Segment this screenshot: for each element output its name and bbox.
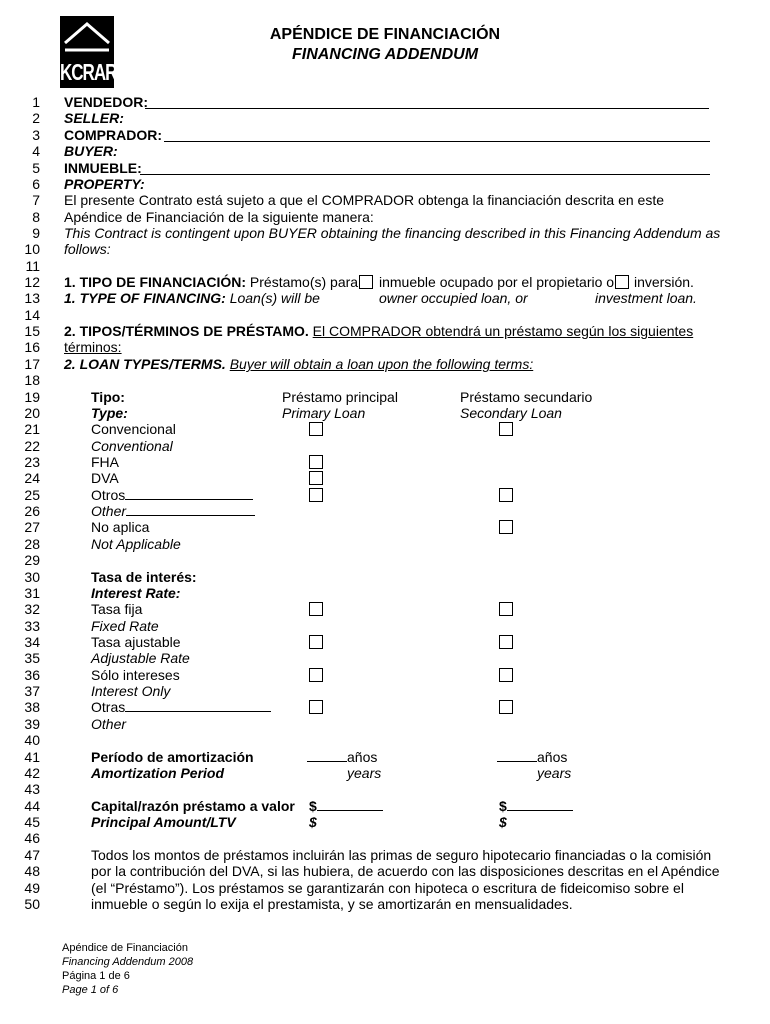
line-number: 5: [32, 160, 40, 176]
other-label: [91, 503, 255, 519]
line-number: 3: [32, 127, 40, 143]
primary-principal-blank[interactable]: [317, 798, 383, 811]
line-number: 12: [24, 274, 40, 290]
comprador-field[interactable]: [164, 141, 710, 142]
loan-types-heading-es: 2. TIPOS/TÉRMINOS DE PRÉSTAMO.: [64, 323, 309, 339]
vendedor-field[interactable]: [145, 108, 709, 109]
line-number: 45: [24, 814, 40, 830]
adjustable-secondary-checkbox[interactable]: [499, 635, 513, 649]
line-number: 23: [24, 454, 40, 470]
otras-text: Otras: [91, 699, 126, 715]
footer-page-es: Página 1 de 6: [62, 970, 130, 982]
line-number: 31: [24, 585, 40, 601]
type-label: Type:: [91, 405, 128, 421]
line-number: 27: [24, 519, 40, 535]
line-number: 17: [24, 356, 40, 372]
conventional-primary-checkbox[interactable]: [309, 422, 323, 436]
intro-en-line-2: follows:: [64, 241, 111, 257]
financing-type-en: [64, 290, 320, 306]
otras-label: [91, 699, 271, 715]
primary-dollar-en: $: [309, 814, 317, 830]
other-rate-primary-checkbox[interactable]: [309, 700, 323, 714]
amortization-heading-en: Amortization Period: [91, 765, 225, 781]
investment-text-es: inversión.: [634, 274, 694, 290]
line-number: 13: [24, 290, 40, 306]
fixed-rate-label: Fixed Rate: [91, 618, 159, 634]
line-number: 2: [32, 110, 40, 126]
secondary-years-text-en: years: [537, 765, 572, 781]
not-applicable-label: Not Applicable: [91, 536, 181, 552]
primary-years-field[interactable]: [307, 749, 377, 765]
line-number: 21: [24, 421, 40, 437]
other-rate-secondary-checkbox[interactable]: [499, 700, 513, 714]
principal-heading-en: Principal Amount/LTV: [91, 814, 236, 830]
inmueble-label: INMUEBLE:: [64, 160, 142, 176]
tasa-ajustable-label: Tasa ajustable: [91, 634, 181, 650]
otros-label: [91, 487, 253, 503]
comprador-label: COMPRADOR:: [64, 127, 162, 143]
line-number: 39: [24, 716, 40, 732]
line-number: 49: [24, 880, 40, 896]
conventional-label: Conventional: [91, 438, 173, 454]
tasa-fija-label: Tasa fija: [91, 601, 143, 617]
investment-text-en: investment loan.: [595, 290, 697, 306]
primary-dollar-sign: $: [309, 798, 317, 814]
line-number: 32: [24, 601, 40, 617]
line-number: 14: [24, 307, 40, 323]
line-number: 25: [24, 487, 40, 503]
line-number: 20: [24, 405, 40, 421]
principal-heading-es: Capital/razón préstamo a valor: [91, 798, 295, 814]
no-aplica-label: No aplica: [91, 519, 150, 535]
intro-en-line-1: This Contract is contingent upon BUYER obtaining the financing described in this Financing Addendum as: [64, 225, 721, 241]
closing-line-50: inmueble o según lo exija el prestamista, y se amortizarán en mensualidades.: [91, 896, 573, 912]
line-number: 28: [24, 536, 40, 552]
secondary-years-field[interactable]: [497, 749, 567, 765]
line-number: 16: [24, 339, 40, 355]
page-title: APÉNDICE DE FINANCIACIÓN: [269, 26, 501, 43]
solo-intereses-label: Sólo intereses: [91, 667, 180, 683]
line-number: 24: [24, 470, 40, 486]
primary-loan-header-es: Préstamo principal: [282, 389, 398, 405]
intro-es-line-2: Apéndice de Financiación de la siguiente manera:: [64, 209, 374, 225]
dva-primary-checkbox[interactable]: [309, 471, 323, 485]
closing-line-49: (el “Préstamo”). Los préstamos se garantizarán con hipoteca o escritura de fideicomiso sobre el: [91, 880, 684, 896]
secondary-loan-header-en: Secondary Loan: [460, 405, 562, 421]
line-number: 35: [24, 650, 40, 666]
convencional-label: Convencional: [91, 421, 176, 437]
page-subtitle: FINANCING ADDENDUM: [291, 46, 479, 63]
fixed-secondary-checkbox[interactable]: [499, 602, 513, 616]
line-number: 33: [24, 618, 40, 634]
not-applicable-secondary-checkbox[interactable]: [499, 520, 513, 534]
financing-type-es: [64, 274, 358, 290]
line-number: 19: [24, 389, 40, 405]
loan-types-en: [64, 356, 533, 372]
otras-blank[interactable]: [125, 699, 271, 712]
line-number: 22: [24, 438, 40, 454]
line-number: 29: [24, 552, 40, 568]
line-number: 26: [24, 503, 40, 519]
financing-type-heading-es: 1. TIPO DE FINANCIACIÓN:: [64, 274, 247, 290]
investment-checkbox[interactable]: [615, 275, 629, 289]
primary-loan-header-en: Primary Loan: [282, 405, 366, 421]
loan-types-text-es: El COMPRADOR obtendrá un préstamo según los siguientes: [312, 323, 694, 339]
otros-blank[interactable]: [125, 487, 253, 500]
line-number: 36: [24, 667, 40, 683]
adjustable-primary-checkbox[interactable]: [309, 635, 323, 649]
conventional-secondary-checkbox[interactable]: [499, 422, 513, 436]
financing-type-heading-en: 1. TYPE OF FINANCING:: [64, 290, 226, 306]
primary-principal-field[interactable]: [309, 798, 383, 814]
interest-only-label: Interest Only: [91, 683, 171, 699]
interest-heading-es: Tasa de interés:: [91, 569, 197, 585]
fha-primary-checkbox[interactable]: [309, 455, 323, 469]
financing-type-text-en: Loan(s) will be: [229, 290, 320, 306]
line-number: 15: [24, 323, 40, 339]
line-number: 37: [24, 683, 40, 699]
primary-years-text-en: years: [347, 765, 382, 781]
primary-anos-text: años: [347, 749, 378, 765]
line-number: 50: [24, 896, 40, 912]
secondary-dollar-en: $: [499, 814, 507, 830]
line-number: 43: [24, 781, 40, 797]
other-rate-label: Other: [91, 716, 127, 732]
line-number: 48: [24, 863, 40, 879]
property-label: PROPERTY:: [64, 176, 145, 192]
line-number: 47: [24, 847, 40, 863]
buyer-label: BUYER:: [64, 143, 118, 159]
secondary-anos-text: años: [537, 749, 568, 765]
fixed-primary-checkbox[interactable]: [309, 602, 323, 616]
interest-only-secondary-checkbox[interactable]: [499, 668, 513, 682]
secondary-principal-blank[interactable]: [507, 798, 573, 811]
loan-types-text-es-2: términos:: [64, 339, 122, 355]
adjustable-rate-label: Adjustable Rate: [91, 650, 190, 666]
secondary-loan-header-es: Préstamo secundario: [460, 389, 593, 405]
otros-text: Otros: [91, 487, 126, 503]
loan-types-text-en: Buyer will obtain a loan upon the following terms:: [229, 356, 534, 372]
interest-only-primary-checkbox[interactable]: [309, 668, 323, 682]
closing-line-48: por la contribución del DVA, si las hubiera, de acuerdo con las disposiciones descritas en el Apéndice: [91, 863, 720, 879]
vendedor-label: VENDEDOR:: [64, 94, 149, 110]
inmueble-field[interactable]: [140, 174, 710, 175]
line-number: 7: [32, 192, 40, 208]
line-number: 10: [24, 241, 40, 257]
owner-occupied-text-es: inmueble ocupado por el propietario o: [379, 274, 615, 290]
loan-types-heading-en: 2. LOAN TYPES/TERMS.: [64, 356, 226, 372]
intro-es-line-1: El presente Contrato está sujeto a que el COMPRADOR obtenga la financiación descrita en este: [64, 192, 664, 208]
primary-years-blank[interactable]: [307, 749, 347, 762]
otros-secondary-checkbox[interactable]: [499, 488, 513, 502]
line-number: 40: [24, 732, 40, 748]
tipo-label: Tipo:: [91, 389, 125, 405]
otros-primary-checkbox[interactable]: [309, 488, 323, 502]
line-number: 41: [24, 749, 40, 765]
interest-heading-en: Interest Rate:: [91, 585, 181, 601]
line-number: 44: [24, 798, 40, 814]
line-number: 46: [24, 830, 40, 846]
owner-occupied-checkbox[interactable]: [359, 275, 373, 289]
logo-text: KCRAR: [60, 59, 117, 86]
dva-label: DVA: [91, 470, 119, 486]
seller-label: SELLER:: [64, 110, 124, 126]
line-number: 42: [24, 765, 40, 781]
owner-occupied-text-en: owner occupied loan, or: [379, 290, 528, 306]
amortization-heading-es: Período de amortización: [91, 749, 254, 765]
secondary-dollar-sign: $: [499, 798, 507, 814]
line-number: 30: [24, 569, 40, 585]
line-number: 1: [32, 94, 40, 110]
line-number: 11: [25, 258, 40, 274]
line-number: 38: [24, 699, 40, 715]
secondary-years-blank[interactable]: [497, 749, 537, 762]
footer-page-en: Page 1 of 6: [62, 984, 119, 996]
other-blank[interactable]: [126, 503, 255, 516]
line-number: 9: [32, 225, 40, 241]
line-number: 18: [24, 372, 40, 388]
closing-line-47: Todos los montos de préstamos incluirán las primas de seguro hipotecario financiadas o la comisión: [91, 847, 712, 863]
financing-type-text-es: Préstamo(s) para: [249, 274, 359, 290]
line-number: 34: [24, 634, 40, 650]
line-number: 6: [32, 176, 40, 192]
footer-title-en: Financing Addendum 2008: [62, 956, 194, 968]
line-number: 8: [32, 209, 40, 225]
other-text: Other: [91, 503, 127, 519]
loan-types-es: [64, 323, 693, 339]
secondary-principal-field[interactable]: [499, 798, 573, 814]
footer-title-es: Apéndice de Financiación: [62, 942, 188, 954]
fha-label: FHA: [91, 454, 119, 470]
line-number: 4: [32, 143, 40, 159]
